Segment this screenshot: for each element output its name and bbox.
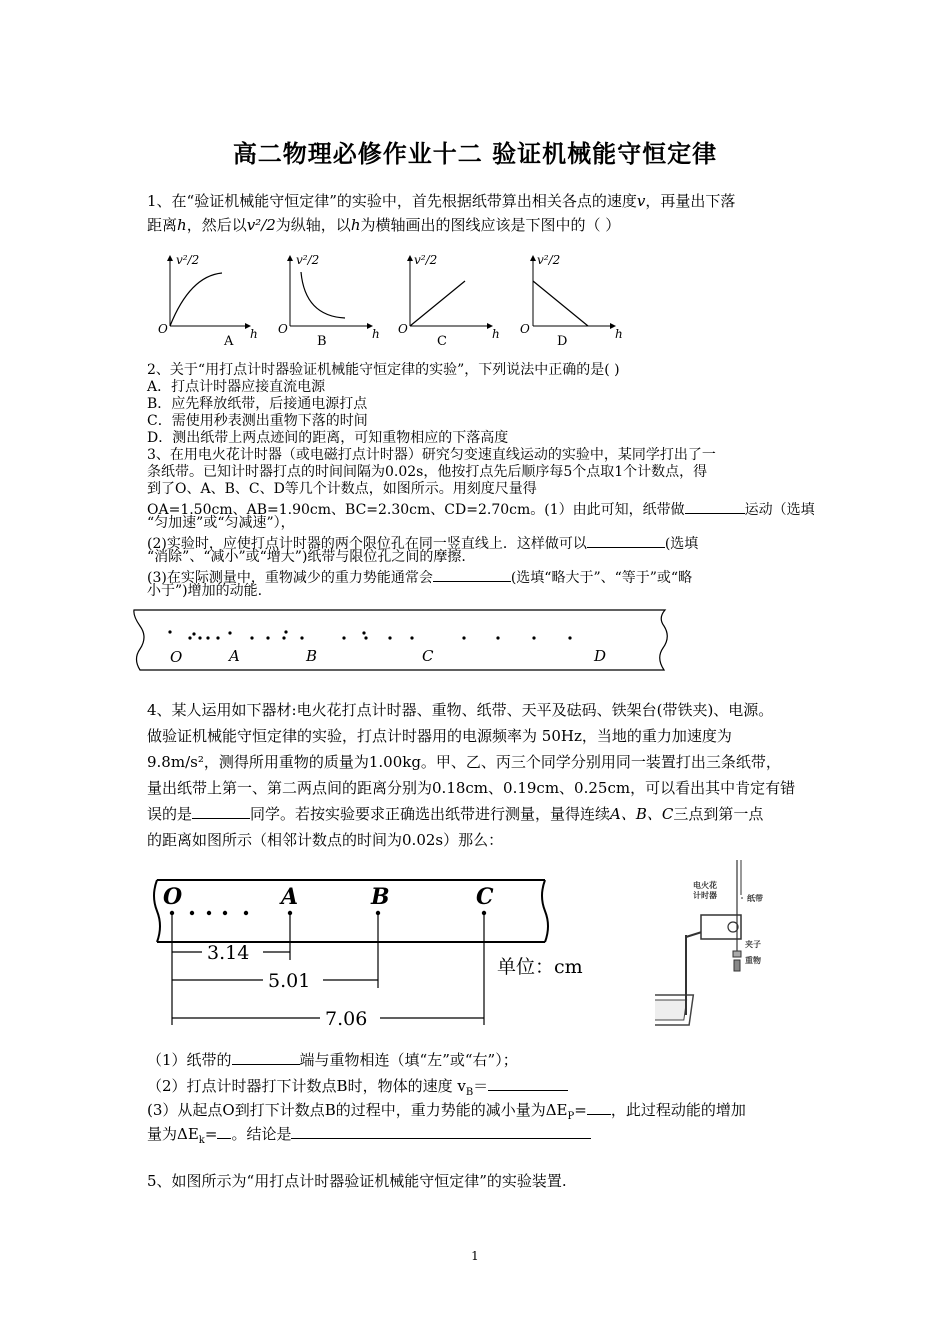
tape-dot bbox=[266, 636, 269, 639]
q1-line2-c: 为纵轴，以 bbox=[275, 216, 351, 234]
q1-var-h: h bbox=[177, 216, 187, 234]
graph-b-origin: O bbox=[278, 322, 288, 336]
q3-tape-label-a: A bbox=[229, 647, 240, 665]
q4-dist-oa: 3.14 bbox=[207, 942, 250, 964]
q4-sub3-line2 bbox=[147, 1122, 591, 1153]
q4-abc: A、B、C bbox=[610, 805, 674, 823]
q2-stem: 2、关于“用打点计时器验证机械能守恒定律的实验”，下列说法中正确的是( ) bbox=[147, 362, 620, 378]
q5-text: 5、如图所示为“用打点计时器验证机械能守恒定律”的实验装置. bbox=[147, 1172, 567, 1190]
tape-dot bbox=[482, 911, 486, 915]
q1-var-v: v bbox=[636, 192, 646, 210]
q4-line5-c: 三点到第一点 bbox=[673, 805, 764, 823]
q4-dist-ob: 5.01 bbox=[268, 970, 311, 992]
graph-a-origin: O bbox=[158, 322, 168, 336]
q4-sub3-c: ，此过程动能的增加 bbox=[610, 1101, 746, 1119]
q4-line4: 量出纸带上第一、第二两点间的距离分别为0.18cm、0.19cm、0.25cm，可以看出其中肯定有错 bbox=[147, 779, 796, 797]
tape-dot bbox=[300, 636, 303, 639]
tape-dot bbox=[282, 636, 285, 639]
tape-dot bbox=[190, 911, 194, 915]
q1-line2-d: 为横轴画出的图线应该是下图中的（ ） bbox=[360, 216, 621, 234]
q3-line8-text: (3)在实际测量中，重物减少的重力势能通常会 bbox=[147, 570, 433, 586]
tape-dot bbox=[170, 911, 174, 915]
q4-sub2-sub: B bbox=[465, 1087, 474, 1098]
q1-graphs bbox=[150, 246, 640, 350]
q4-blank-conclusion[interactable] bbox=[291, 1123, 591, 1139]
tape-dot bbox=[206, 636, 209, 639]
q4-blank-velocity[interactable] bbox=[488, 1075, 568, 1091]
tape-dot bbox=[362, 631, 365, 634]
graph-b bbox=[278, 253, 380, 349]
tape-dot bbox=[388, 636, 391, 639]
graph-b-name: B bbox=[317, 334, 327, 349]
q2-option-d: D．测出纸带上两点迹间的距离，可知重物相应的下落高度 bbox=[147, 430, 509, 446]
q3-blank-1[interactable] bbox=[685, 498, 745, 514]
graph-a-name: A bbox=[224, 334, 234, 349]
tape-dot bbox=[188, 636, 191, 639]
q3-line8-end: (选填“略大于”、“等于”或“略 bbox=[510, 570, 693, 586]
graph-a-xlabel: h bbox=[250, 327, 258, 341]
tape-dot bbox=[168, 630, 171, 633]
page-title: 高二物理必修作业十二 验证机械能守恒定律 bbox=[232, 140, 718, 168]
q1-line1-end: ，再量出下落 bbox=[645, 192, 736, 210]
q4-line5 bbox=[147, 801, 763, 827]
tape-dot bbox=[223, 911, 227, 915]
q4-line5-b: 同学。若按实验要求正确选出纸带进行测量，量得连续 bbox=[250, 805, 611, 823]
apparatus-tape-label: 纸带 bbox=[747, 893, 763, 903]
q4-sub3-e: = bbox=[204, 1125, 218, 1143]
tape-dot bbox=[192, 632, 195, 635]
q3-tape-label-o: O bbox=[170, 648, 183, 666]
q4-tape-label-b: B bbox=[371, 884, 390, 910]
tape-dot bbox=[198, 636, 201, 639]
apparatus-base-top bbox=[655, 1000, 687, 1020]
q4-sub1 bbox=[147, 1048, 518, 1072]
tape-dot bbox=[568, 636, 571, 639]
q1-line2-a: 距离 bbox=[147, 216, 178, 234]
q4-line5-a: 误的是 bbox=[147, 805, 193, 823]
q4-unit-label: 单位：cm bbox=[497, 956, 583, 978]
q3-line6-text: (2)实验时，应使打点计时器的两个限位孔在同一竖直线上．这样做可以 bbox=[147, 536, 587, 552]
tape-dot bbox=[244, 911, 248, 915]
apparatus-timer-label-2: 计时器 bbox=[693, 890, 717, 900]
q1-var-h2: h bbox=[350, 216, 361, 234]
q3-line4-end: 运动（选填 bbox=[744, 502, 815, 518]
q4-tape-dots bbox=[170, 911, 486, 915]
q1-v2half: v²/2 bbox=[246, 216, 276, 234]
q3-line6-end: (选填 bbox=[664, 536, 699, 552]
q2-option-b: B．应先释放纸带，后接通电源打点 bbox=[147, 396, 368, 412]
q4-tape-right-edge bbox=[542, 880, 548, 942]
apparatus-weight-label: 重物 bbox=[745, 955, 761, 965]
q4-line6: 的距离如图所示（相邻计数点的时间为0.02s）那么： bbox=[147, 831, 504, 849]
graph-c bbox=[398, 253, 500, 349]
graph-a-ylabel: v²/2 bbox=[176, 253, 200, 267]
q1-line2-b: ，然后以 bbox=[186, 216, 247, 234]
q3-blank-2[interactable] bbox=[587, 532, 665, 548]
q4-sub3-a: (3）从起点O到打下计数点B的过程中，重力势能的减小量为ΔE bbox=[147, 1101, 568, 1119]
q4-line1: 4、某人运用如下器材:电火花打点计时器、重物、纸带、天平及砝码、铁架台(带铁夹)、电源。 bbox=[147, 701, 774, 719]
apparatus-clip bbox=[733, 951, 741, 957]
tape-dot bbox=[364, 636, 367, 639]
q4-blank-student[interactable] bbox=[192, 803, 250, 819]
tape-dot bbox=[496, 636, 499, 639]
q2-option-a: A．打点计时器应接直流电源 bbox=[147, 379, 326, 395]
tape-dot bbox=[288, 911, 292, 915]
tape-dot bbox=[284, 630, 287, 633]
q4-tape-label-a: A bbox=[281, 884, 299, 910]
q4-sub1-b: 端与重物相连（填“左”或“右”）； bbox=[299, 1051, 518, 1069]
q2-option-c: C．需使用秒表测出重物下落的时间 bbox=[147, 413, 368, 429]
q4-blank-ek[interactable] bbox=[217, 1123, 231, 1139]
q3-tape-diagram bbox=[130, 604, 675, 676]
tape-dot bbox=[376, 911, 380, 915]
tape-dot bbox=[532, 636, 535, 639]
q4-blank-ep[interactable] bbox=[587, 1099, 611, 1115]
graph-d-origin: O bbox=[520, 322, 530, 336]
apparatus-timer bbox=[701, 915, 741, 939]
q4-tape-label-o: O bbox=[163, 884, 183, 910]
q4-tape-label-c: C bbox=[476, 884, 494, 910]
q4-dist-oc: 7.06 bbox=[325, 1008, 368, 1030]
graph-d-line bbox=[533, 281, 588, 326]
q4-sub3-f: 。结论是 bbox=[231, 1125, 292, 1143]
q3-line1: 3、在用电火花计时器（或电磁打点计时器）研究匀变速直线运动的实验中，某同学打出了一 bbox=[147, 447, 716, 463]
q3-line5: “匀加速”或“匀减速”）， bbox=[147, 515, 295, 531]
q3-blank-3[interactable] bbox=[433, 566, 511, 582]
q4-sub2-a: （2）打点计时器打下计数点B时，物体的速度 v bbox=[147, 1077, 466, 1095]
q4-tape-left-edge bbox=[154, 880, 160, 942]
graph-d-xlabel: h bbox=[615, 327, 623, 341]
q3-line9: 小于”)增加的动能. bbox=[147, 583, 263, 599]
tape-dot bbox=[410, 636, 413, 639]
q3-line3: 到了O、A、B、C、D等几个计数点，如图所示。用刻度尺量得 bbox=[147, 481, 537, 497]
graph-c-line bbox=[410, 281, 465, 326]
q3-line7: “消除”、“减小”或“增大”)纸带与限位孔之间的摩擦. bbox=[147, 549, 466, 565]
graph-c-origin: O bbox=[398, 322, 408, 336]
apparatus-clip-label: 夹子 bbox=[745, 939, 761, 949]
graph-a-curve bbox=[170, 273, 222, 326]
graph-b-curve bbox=[301, 272, 345, 318]
graph-d-name: D bbox=[557, 334, 568, 349]
q1-line2 bbox=[147, 213, 620, 237]
q1-line1 bbox=[147, 189, 735, 213]
tape-dot bbox=[462, 636, 465, 639]
q4-sub3-b: = bbox=[574, 1101, 587, 1119]
q4-line2: 做验证机械能守恒定律的实验，打点计时器用的电源频率为 50Hz，当地的重力加速度为 bbox=[147, 727, 732, 745]
q3-line2: 条纸带。已知计时器打点的时间间隔为0.02s，他按打点先后顺序每5个点取1个计数点，得 bbox=[147, 464, 708, 480]
q3-tape-label-d: D bbox=[594, 647, 607, 665]
q3-tape-label-c: C bbox=[422, 647, 434, 665]
q4-tape-diagram bbox=[145, 870, 605, 1030]
q3-tape-label-b: B bbox=[306, 647, 318, 665]
q4-line3: 9.8m/s²，测得所用重物的质量为1.00kg。甲、乙、丙三个同学分别用同一装置打出三条纸带， bbox=[147, 753, 781, 771]
apparatus-weight bbox=[734, 960, 740, 971]
graph-d bbox=[520, 253, 623, 349]
graph-c-xlabel: h bbox=[492, 327, 500, 341]
q4-apparatus-figure bbox=[655, 855, 770, 1035]
q3-line4-text: OA=1.50cm、AB=1.90cm、BC=2.30cm、CD=2.70cm。(1）由此可知，纸带做 bbox=[147, 502, 685, 518]
tape-dot bbox=[228, 631, 231, 634]
q4-sub3-d: 量为ΔE bbox=[147, 1125, 199, 1143]
q4-sub3-p: P bbox=[567, 1111, 575, 1122]
graph-b-xlabel: h bbox=[372, 327, 380, 341]
graph-c-name: C bbox=[437, 334, 447, 349]
apparatus-timer-label-1: 电火花 bbox=[693, 880, 717, 890]
graph-c-ylabel: v²/2 bbox=[414, 253, 438, 267]
q4-sub2-b: ＝ bbox=[473, 1077, 489, 1095]
q4-blank-side[interactable] bbox=[232, 1049, 300, 1065]
tape-dot bbox=[342, 636, 345, 639]
tape-dot bbox=[216, 636, 219, 639]
tape-dot bbox=[250, 636, 253, 639]
q4-sub3-k: k bbox=[198, 1135, 205, 1146]
q4-sub1-a: （1）纸带的 bbox=[147, 1051, 232, 1069]
graph-a bbox=[158, 253, 258, 349]
q3-tape-strip bbox=[134, 610, 667, 670]
tape-dot bbox=[207, 911, 211, 915]
graph-b-ylabel: v²/2 bbox=[296, 253, 320, 267]
q1-line1-text: 1、在“验证机械能守恒定律”的实验中，首先根据纸带算出相关各点的速度 bbox=[147, 192, 637, 210]
page-number: 1 bbox=[471, 1249, 479, 1263]
graph-d-ylabel: v²/2 bbox=[537, 253, 561, 267]
